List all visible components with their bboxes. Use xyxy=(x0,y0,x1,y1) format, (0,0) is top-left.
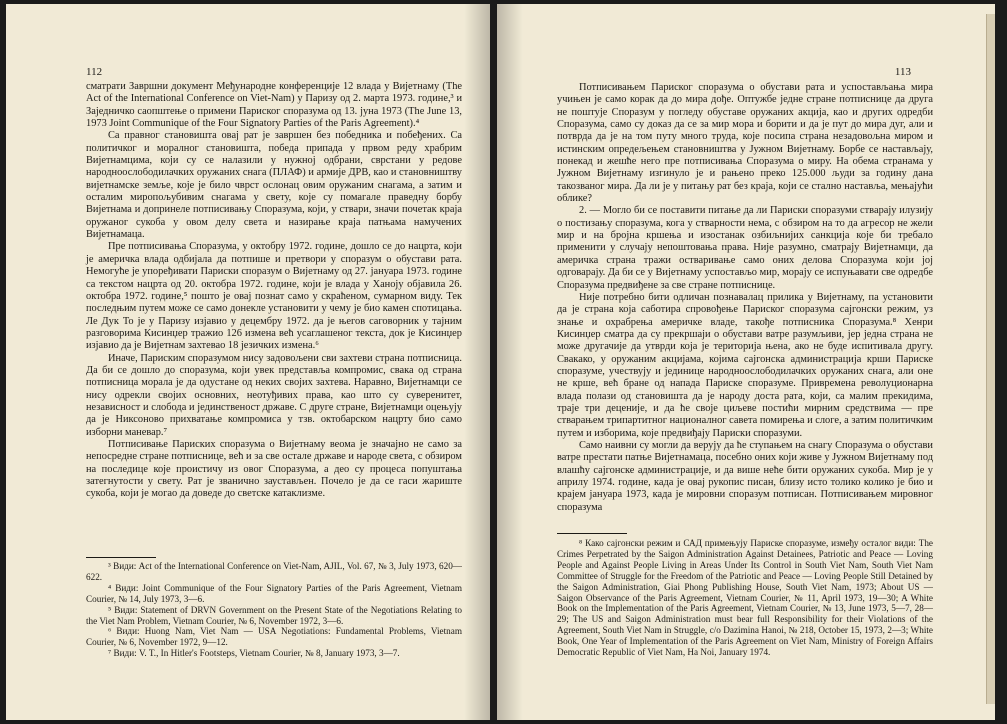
page-edge-stack xyxy=(986,14,995,704)
footnote: ⁶ Види: Huong Nam, Viet Nam — USA Negotiations: Fundamental Problems, Vietnam Courier, № 6, November 1972, 9—12. xyxy=(86,626,462,648)
left-page-body xyxy=(86,81,462,501)
footnote: ⁴ Види: Joint Communique of the Four Signatory Parties of the Paris Agreement, Vietnam Courier, № 14, July 1973, 3—6. xyxy=(86,582,462,604)
footnote: ⁸ Како сајгонски режим и САД примењују Париске споразуме, између осталог види: The Crimes Perpetrated by the Saigon Administration Against Detainees, Patriotic and Peace — Loving People and Against People Living in Areas Under Its Control in South Viet Nam, South Viet Nam Committee of Struggle for the Freedom of the Patriotic and Peace — Loving People Still Detained by the Saigon Administration, Giai Phong Publishing House, South Viet Nam, 1973; About US — Saigon Observance of the Paris Agreement, Vietnam Courier, № 11, April 1973, 19—30; A White Book on the Implementation of the Paris Agreement, Vietnam Courier, № 13, June 1973, 5—7, 28—29; The US and Saigon Administration must bear full Responsibility for their Violations of the Agreement, South Viet Nam in Struggle, c/o Dazimina Hanoi, № 218, October 15, 1973, 2—3; White Book, One Year of Implementation of the Paris Agreement on Viet Nam, Ministry of Foreign Affairs Democratic Republic of Viet Nam, Ha Noi, January 1974. xyxy=(557,538,933,658)
footnote-separator xyxy=(557,533,627,534)
right-footnotes xyxy=(557,538,933,658)
paragraph: Са правног становишта овај рат је завршен без победника и побеђених. Са политичког и моралног становишта, победа припада у првом реду храбрим Вијетнамцима, који су се налазили у нужној одбрани, сврстани у редове народноослободилачких оружаних снага (ПЛАФ) и армије ДРВ, као и становништву вијетнамске земље, које је било чврст ослонац овим оружаним снагама, а затим и осталим миропољубивим снагама у свету, које су помагале праведну борбу Вијетнама и допринеле потписивању Споразума, који, у ствари, значи почетак краја оружаног сукоба у овом делу света и назирање краја патњама намучених Вијетнамаца. xyxy=(86,130,462,241)
right-page-body xyxy=(557,82,933,514)
footnote: ³ Види: Act of the International Conference on Viet-Nam, AJIL, Vol. 67, № 3, July 1973, 620—622. xyxy=(86,561,462,582)
paragraph: Потписивање Париских споразума о Вијетнаму веома је значајно не само за непосредне стране потписнице, већ и за све остале државе и народе света, с обзиром на последице које проистичу из овог Споразума, а део су процеса попуштања затегнутости у свету. Рат је званично заустављен. Почело је да се гаси жариште сукоба, који је могао да доведе до светске катаклизме. xyxy=(86,438,462,500)
left-page-number: 112 xyxy=(86,66,103,78)
paragraph: Није потребно бити одличан познавалац прилика у Вијетнаму, па установити да је страна која саботира спровођење Париског споразума сајгонски режим, уз знање и охрабрења америчке владе, такође потписника Споразума.⁸ Хенри Кисинџер сматра да су прекршаји о обустави ватре разумљиви, јер једна страна не може другачије да утврди која је територија њена, ако не буде испитивала другу. Свакако, у оружаним акцијама, којима сајгонска администрација крши Париске споразуме, учествују и јединице народноослободилачких оружаних снага, али оне не крше, већ бране од напада Париске споразуме. Привремена револуционарна влада полази од становишта да је народу доста рата, који, са малим прекидима, траје три деценије, и да ће своје циљеве постићи мирним средствима — пре стварањем трипартитног националног савета помирења и слоге, а затим политичким путем и изборима, које предвиђају Париски споразуми. xyxy=(557,291,933,439)
paragraph: Иначе, Париским споразумом нису задовољени сви захтеви страна потписница. Да би се дошло до споразума, који увек представља компромис, свака од страна потписница морала је да одустане од неких својих захтева. Наравно, Вијетнамци се нису одрекли својих основних, неотуђивих права, као што су суверенитет, независност и слобода и јединственост државе. С друге стране, Вијетнамци оцењују да је Никсоново прихватање компромиса у тзв. октобарском нацрту био само изборни маневар.⁷ xyxy=(86,352,462,438)
paragraph: Пре потписивања Споразума, у октобру 1972. године, дошло се до нацрта, који је америчка влада одбијала да потпише и претвори у споразум о обустави рата. Немогуће је упоређивати Париски споразум о Вијетнаму од 27. јануара 1973. године са текстом нацрта од 20. октобра 1972. године, који је влада у Ханоју објавила 26. октобра 1972. године,⁵ пошто је овај познат само у скраћеном, сумарном виду. Тек последњим путем може се само донекле установити у чему је био камен спотицања. Ле Дук То је у Паризу изјавио у децембру 1972. да је његов саговорник у тајним разговорима Кисинџер тражио 126 измена већ усаглашеног текста, док је Кисинџер изјавио да је Вијетнам захтевао 18 језичких измена.⁶ xyxy=(86,241,462,352)
left-page xyxy=(6,4,490,720)
footnote-separator xyxy=(86,557,156,558)
right-gutter-shadow xyxy=(497,4,523,720)
paragraph: Само наивни су могли да верују да ће ступањем на снагу Споразума о обустави ватре престати патње Вијетнамаца, посебно оних који живе у Јужном Вијетнаму под влашћу сајгонске администрације, и да више неће бити оружаних сукоба. Мир је у априлу 1974. године, када је овај рукопис писан, близу исто толико колико је био и краjем јануара 1973, када је мировни споразум потписан. Потписивањем мировног споразума xyxy=(557,439,933,513)
footnote: ⁵ Види: Statement of DRVN Government on the Present State of the Negotiations Relating to the Viet Nam Problem, Vietnam Courier, № 6, November 1972, 3—6. xyxy=(86,604,462,626)
paragraph: сматрати Завршни документ Међународне конференције 12 влада у Вијетнаму (The Act of the International Conference on Viet-Nam) у Паризу од 2. марта 1973. године,³ и Заједничко саопштење о примени Париског споразума од 13. јуна 1973 (The June 13, 1973 Joint Communique of the Four Signatory Parties of the Paris Agreement).⁴ xyxy=(86,81,462,130)
right-page xyxy=(497,4,995,720)
footnote: ⁷ Види: V. T., In Hitler's Footsteps, Vietnam Courier, № 8, January 1973, 3—7. xyxy=(108,648,400,659)
right-page-number: 113 xyxy=(894,66,911,78)
left-gutter-shadow xyxy=(464,4,490,720)
left-footnotes xyxy=(86,561,462,659)
paragraph: Потписивањем Париског споразума о обустави рата и успостављања мира учињен је само корак да до мира дође. Оптужбе једне стране потписнице да друга не поштује Споразум у погледу обуставе оружаних акција, као и других одредби Споразума, само су доказ да се за мир мора и борити и да је пут до мира дуг, али и потврда да је на том путу много труда, које посипа страна незадовољна миром и истинским опредељењем становништва у Јужном Вијетнаму. Борбе се настављају, понекад и жешће него пре потписивања Споразума о миру. На обема странама у Јужном Вијетнаму изгинуло је и рањено преко 125.000 људи за годину дана такозваног мира. Да ли је у питању рат без краја, који се стално наставља, мењајући облике? xyxy=(557,82,933,205)
paragraph: 2. — Могло би се поставити питање да ли Париски споразуми стварају илузију о постизању споразума, кога у стварности нема, с обзиром на то да агресор не жели мир и на бројна кршења и изостанак озбиљнијих санкција које би требало применити у случају непоштовања права. Није разумно, сматрају Вијетнамци, да америчка страна тражи остваривање само оних делова Споразума који јој одговарају. Да би се у Вијетнаму успостављо мир, морају се испуњавати све одредбе Споразума предвиђене за све стране потписнице. xyxy=(557,205,933,291)
